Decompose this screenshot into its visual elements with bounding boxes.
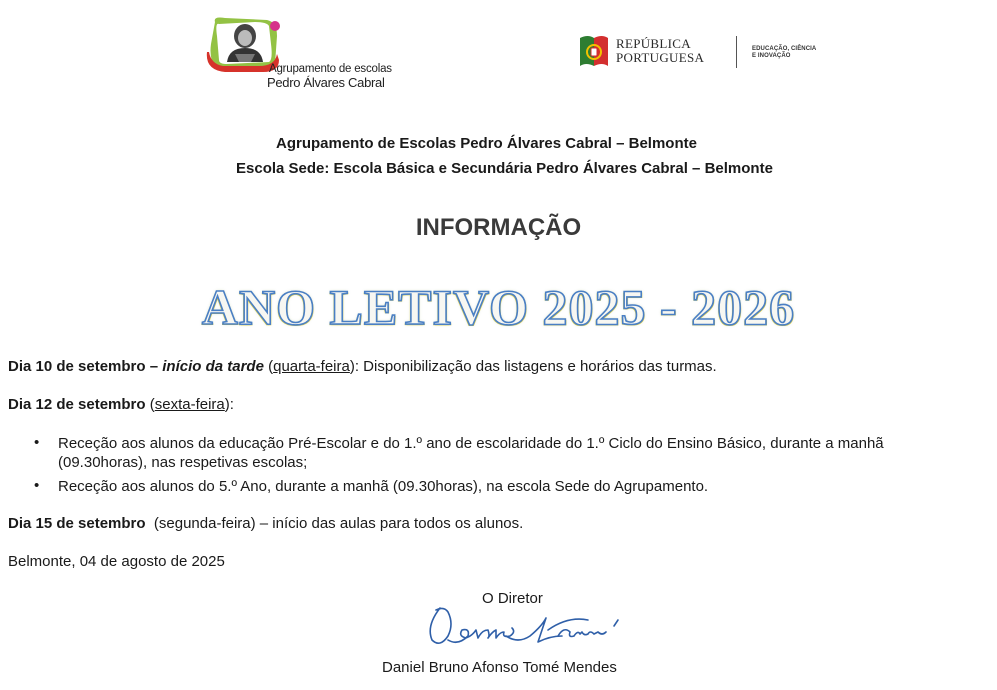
bullet-icon: • — [34, 477, 40, 494]
announcement-sep-12: Dia 12 de setembro (sexta-feira): — [8, 396, 234, 413]
director-title: O Diretor — [482, 590, 543, 607]
ministry-line2: E INOVAÇÃO — [752, 53, 791, 59]
school-logo-line1: Agrupamento de escolas — [269, 63, 392, 75]
announcement-sep-10-text: : Disponibilização das listagens e horários das turmas. — [354, 358, 717, 375]
republic-name — [616, 37, 704, 65]
list-item-line1: Receção aos alunos da educação Pré-Escolar e do 1.º ano de escolaridade do 1.º Ciclo do Ensino Básico, durante a manhã — [58, 435, 884, 452]
time-afternoon: início da tarde — [162, 358, 264, 375]
date-sep-12: Dia 12 de setembro — [8, 396, 146, 413]
school-logo — [205, 14, 445, 90]
signature-image — [418, 596, 628, 654]
ministry-name — [752, 46, 816, 60]
date-sep-15: Dia 15 de setembro — [8, 515, 146, 532]
list-item-line2: (09.30horas), nas respetivas escolas; — [58, 454, 308, 471]
info-title: INFORMAÇÃO — [415, 214, 582, 241]
weekday-wednesday: quarta-feira — [273, 358, 350, 375]
announcement-sep-10: Dia 10 de setembro – início da tarde (quarta-feira): Disponibilização das listagens e horários das turmas. — [8, 358, 717, 375]
list-item — [58, 477, 708, 496]
announcement-sep-15-text: (segunda-feira) – início das aulas para todos os alunos. — [153, 515, 524, 532]
republic-logo — [578, 34, 838, 74]
bullet-icon: • — [34, 434, 40, 451]
school-logo-line2: Pedro Álvares Cabral — [267, 75, 385, 90]
republic-name-line1: REPÚBLICA — [616, 36, 691, 51]
weekday-friday: sexta-feira — [154, 396, 225, 413]
place-date: Belmonte, 04 de agosto de 2025 — [8, 553, 225, 570]
list-item-line1: Receção aos alunos do 5.º Ano, durante a manhã (09.30horas), na escola Sede do Agrupamento. — [58, 478, 709, 495]
portugal-flag-icon — [578, 34, 610, 68]
announcement-sep-15 — [8, 515, 523, 532]
director-name: Daniel Bruno Afonso Tomé Mendes — [382, 659, 617, 676]
logo-divider — [736, 36, 737, 68]
date-sep-10: Dia 10 de setembro — [8, 358, 146, 375]
institution-school: Escola Sede: Escola Básica e Secundária Pedro Álvares Cabral – Belmonte — [236, 160, 773, 177]
date-dash: – — [145, 358, 163, 375]
list-item — [58, 434, 884, 472]
ministry-line1: EDUCAÇÃO, CIÊNCIA — [752, 46, 817, 52]
institution-name: Agrupamento de Escolas Pedro Álvares Cabral – Belmonte — [276, 135, 697, 152]
republic-name-line2: PORTUGUESA — [616, 50, 705, 65]
school-year-title: ANO LETIVO 2025 - 2026 — [201, 279, 796, 335]
